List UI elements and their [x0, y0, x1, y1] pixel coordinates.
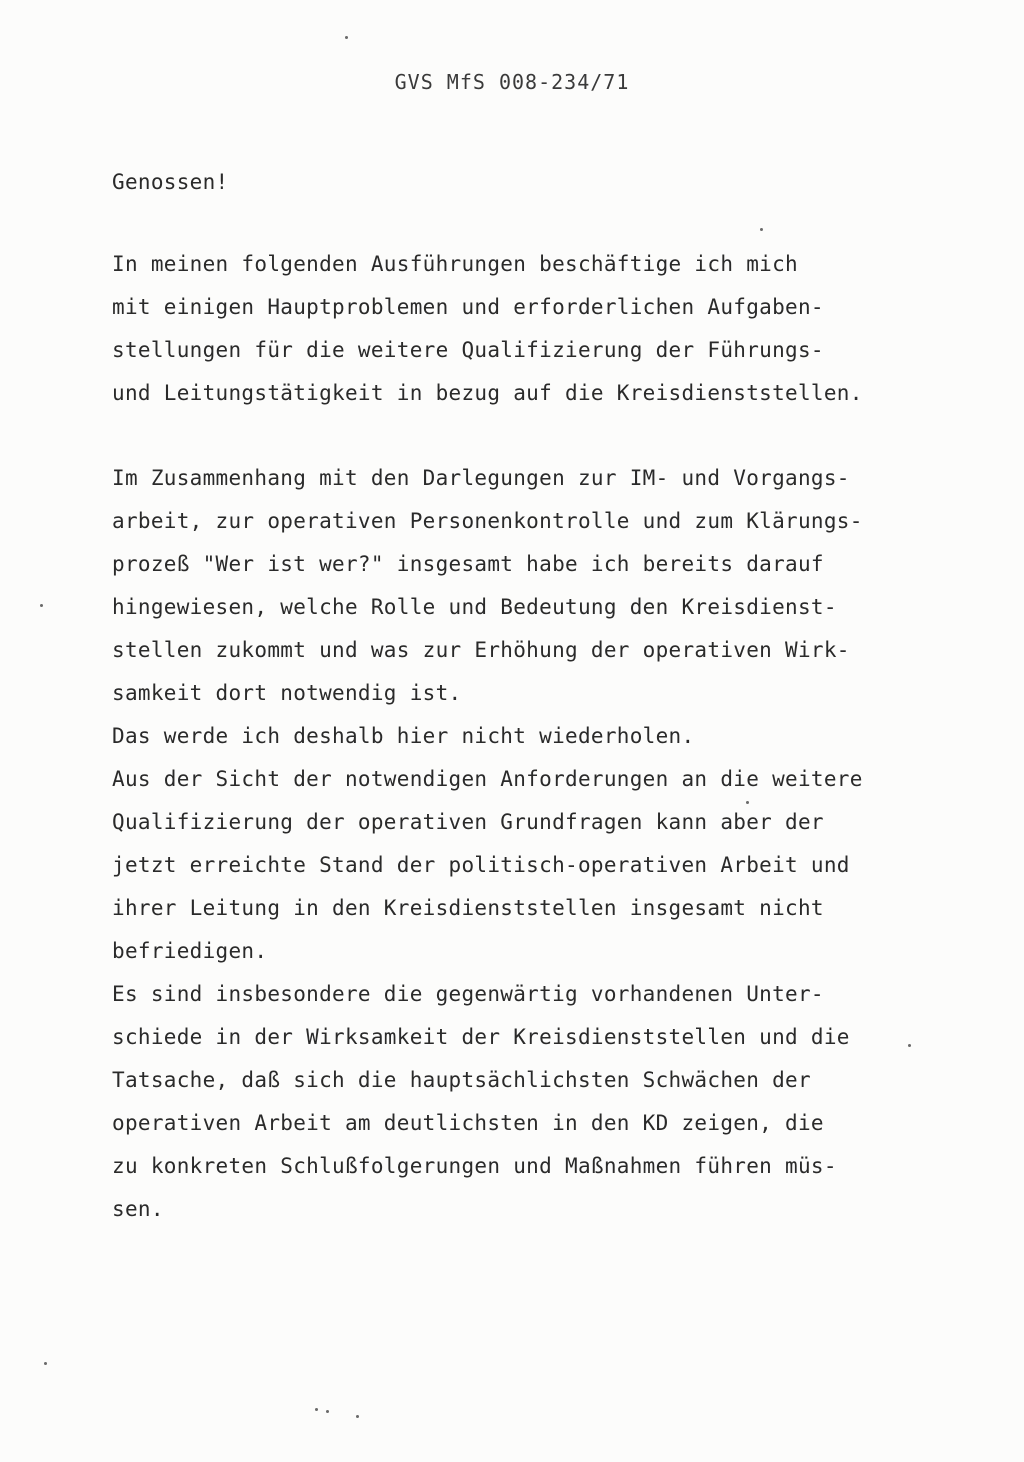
- scan-speck: [44, 1362, 47, 1365]
- document-header: GVS MfS 008-234/71: [394, 70, 630, 94]
- text-line: stellungen für die weitere Qualifizierung der Führungs-: [112, 338, 824, 362]
- scan-speck: [760, 228, 763, 231]
- scan-speck: [315, 1408, 318, 1411]
- greeting: Genossen!: [112, 170, 229, 194]
- text-line: hingewiesen, welche Rolle und Bedeutung den Kreisdienst-: [112, 595, 837, 619]
- scan-speck: [746, 801, 749, 804]
- text-line: samkeit dort notwendig ist.: [112, 681, 462, 705]
- scan-speck: [326, 1410, 329, 1413]
- text-line: prozeß "Wer ist wer?" insgesamt habe ich bereits darauf: [112, 552, 824, 576]
- text-line: und Leitungstätigkeit in bezug auf die Kreisdienststellen.: [112, 381, 863, 405]
- paragraph-1: [112, 243, 912, 415]
- text-line: Im Zusammenhang mit den Darlegungen zur IM- und Vorgangs-: [112, 466, 850, 490]
- text-line: Das werde ich deshalb hier nicht wiederholen.: [112, 724, 695, 748]
- scan-speck: [345, 36, 348, 39]
- text-line: jetzt erreichte Stand der politisch-operativen Arbeit und: [112, 853, 850, 877]
- text-line: Es sind insbesondere die gegenwärtig vorhandenen Unter-: [112, 982, 824, 1006]
- text-line: Aus der Sicht der notwendigen Anforderungen an die weitere: [112, 767, 863, 791]
- text-line: In meinen folgenden Ausführungen beschäftige ich mich: [112, 252, 798, 276]
- text-line: mit einigen Hauptproblemen und erforderlichen Aufgaben-: [112, 295, 824, 319]
- text-line: befriedigen.: [112, 939, 268, 963]
- text-line: arbeit, zur operativen Personenkontrolle und zum Klärungs-: [112, 509, 863, 533]
- text-line: ihrer Leitung in den Kreisdienststellen insgesamt nicht: [112, 896, 824, 920]
- text-line: stellen zukommt und was zur Erhöhung der operativen Wirk-: [112, 638, 850, 662]
- scan-speck: [908, 1044, 911, 1047]
- text-line: zu konkreten Schlußfolgerungen und Maßnahmen führen müs-: [112, 1154, 837, 1178]
- text-line: schiede in der Wirksamkeit der Kreisdienststellen und die: [112, 1025, 850, 1049]
- paragraph-2: [112, 457, 912, 1231]
- text-line: operativen Arbeit am deutlichsten in den KD zeigen, die: [112, 1111, 824, 1135]
- text-line: Tatsache, daß sich die hauptsächlichsten Schwächen der: [112, 1068, 811, 1092]
- scan-speck: [40, 604, 43, 607]
- text-line: Qualifizierung der operativen Grundfragen kann aber der: [112, 810, 824, 834]
- scan-speck: [356, 1415, 359, 1418]
- text-line: sen.: [112, 1197, 164, 1221]
